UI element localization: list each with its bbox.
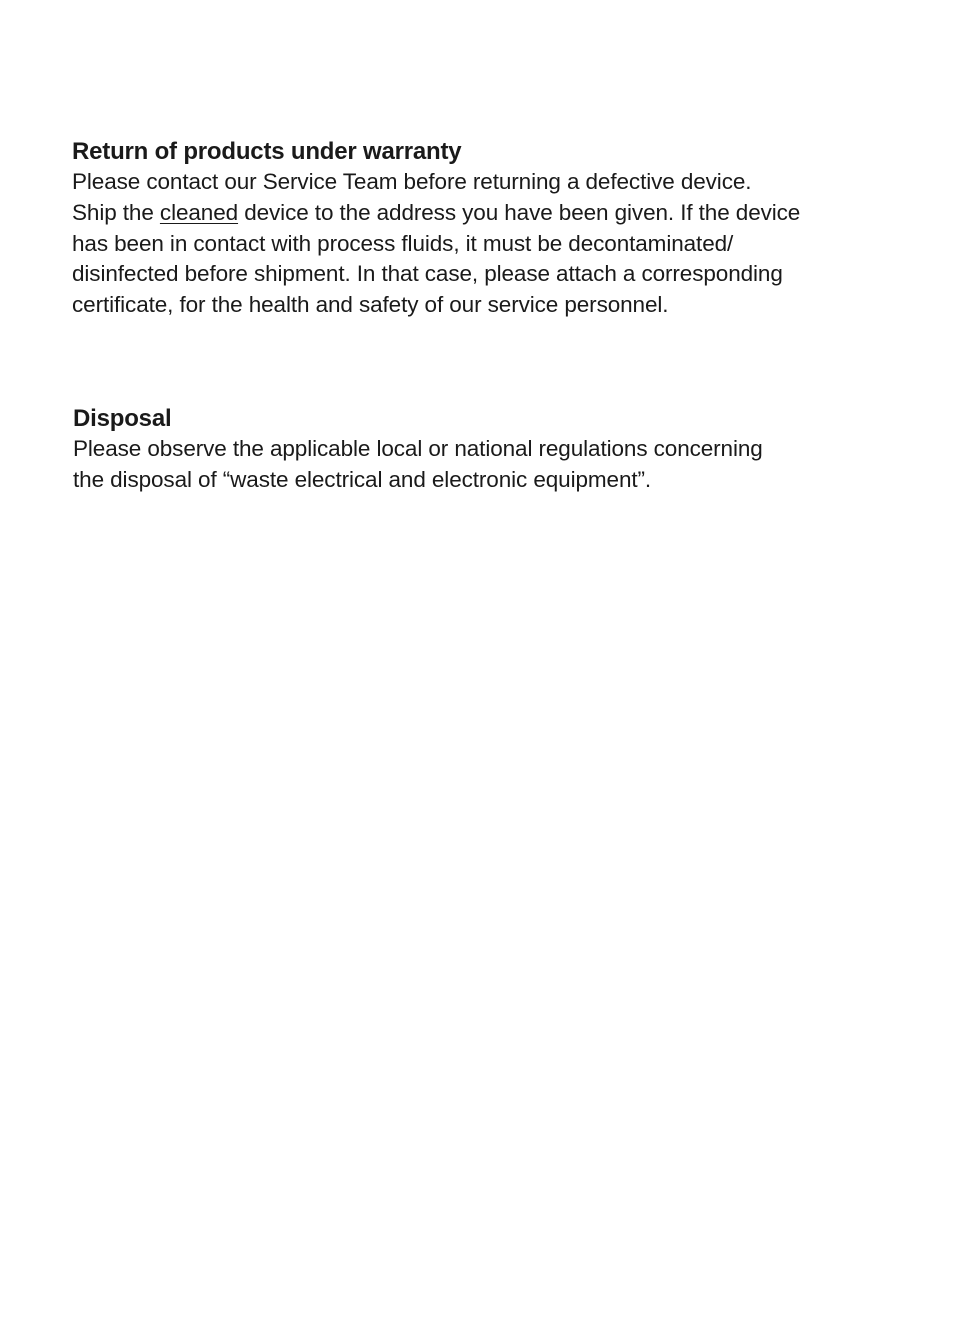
warranty-line-4: disinfected before shipment. In that case, please attach a corresponding	[72, 261, 783, 287]
warranty-heading: Return of products under warranty	[72, 138, 462, 165]
disposal-paragraph	[73, 434, 873, 496]
disposal-line-2: the disposal of “waste electrical and electronic equipment”.	[73, 466, 652, 492]
warranty-paragraph	[72, 167, 872, 321]
warranty-line-3: has been in contact with process fluids, it must be decontaminated/	[72, 230, 734, 256]
warranty-line-2	[72, 198, 872, 229]
warranty-line-2-end: device to the address you have been given. If the device	[238, 199, 801, 225]
warranty-line-2-start: Ship the	[72, 199, 160, 225]
disposal-heading: Disposal	[73, 405, 172, 432]
disposal-line-1: Please observe the applicable local or national regulations concerning	[73, 436, 763, 461]
warranty-section	[72, 136, 872, 321]
disposal-section	[73, 403, 873, 496]
cleaned-emphasis: cleaned	[159, 199, 239, 225]
warranty-line-5: certificate, for the health and safety of our service personnel.	[72, 292, 669, 318]
warranty-line-1: Please contact our Service Team before returning a defective device.	[72, 169, 752, 194]
